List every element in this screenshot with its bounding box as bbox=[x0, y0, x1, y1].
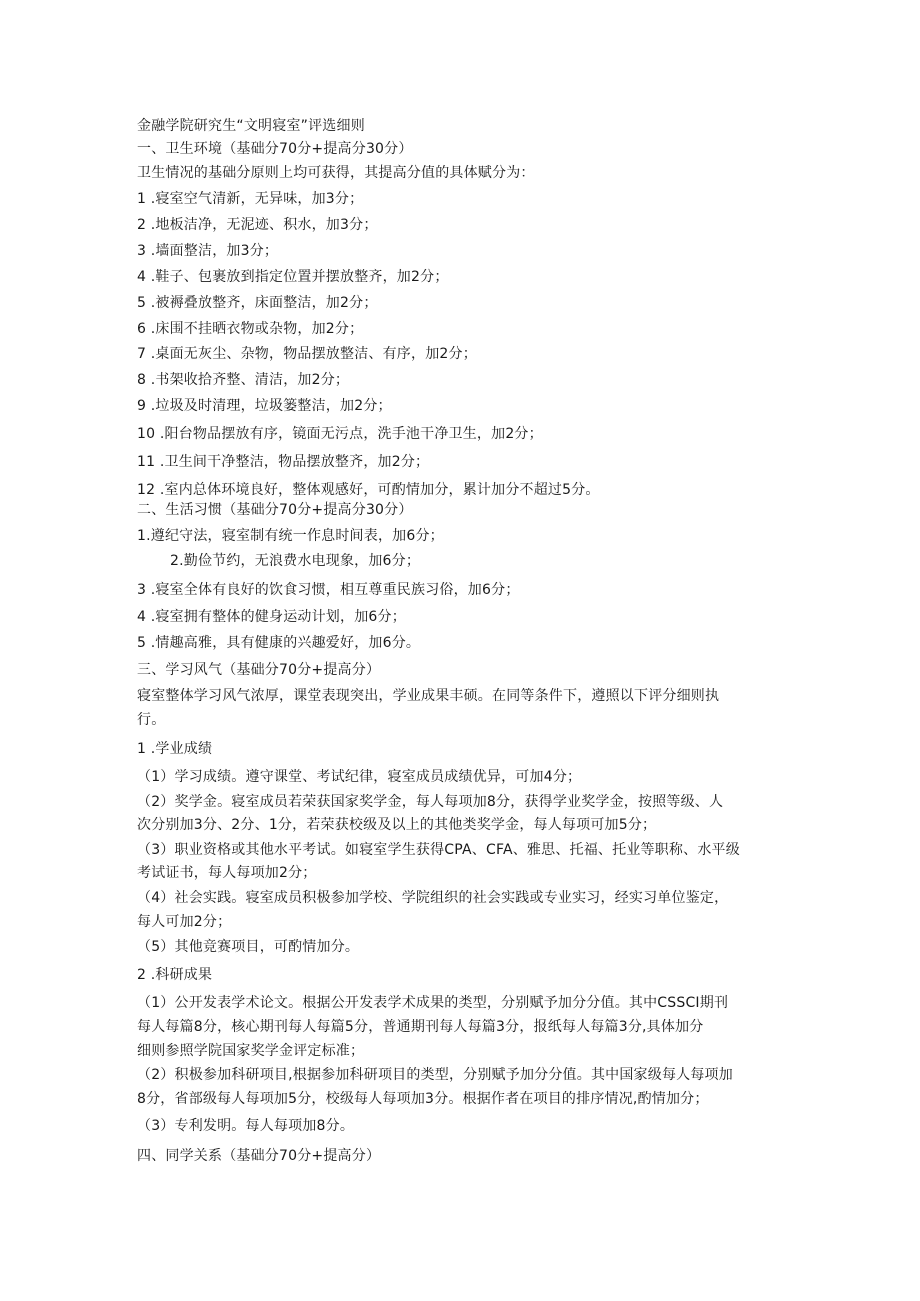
list-item: 7 .桌面无灰尘、杂物，物品摆放整洁、有序，加2分； bbox=[137, 346, 477, 362]
list-item: 10 .阳台物品摆放有序，镜面无污点，洗手池干净卫生，加2分； bbox=[137, 426, 543, 442]
list-item: （3）职业资格或其他水平考试。如寝室学生获得CPA、CFA、雅思、托福、托业等职称、水平级 bbox=[137, 842, 740, 858]
section-heading-study: 三、学习风气（基础分70分+提高分） bbox=[137, 662, 381, 678]
list-item: 次分别加3分、2分、1分，若荣获校级及以上的其他类奖学金，每人每项可加5分； bbox=[137, 817, 657, 833]
list-item: 8 .书架收拾齐整、清洁，加2分； bbox=[137, 372, 350, 388]
subsection-title-grades: 1 .学业成绩 bbox=[137, 741, 213, 757]
list-item: 5 .情趣高雅，具有健康的兴趣爱好，加6分。 bbox=[137, 635, 421, 651]
list-item: （2）积极参加科研项目,根据参加科研项目的类型，分别赋予加分分值。其中国家级每人每项加 bbox=[137, 1067, 733, 1083]
list-item: 2 .地板洁净，无泥迹、积水，加3分； bbox=[137, 217, 378, 233]
list-item: （1）公开发表学术论文。根据公开发表学术成果的类型，分别赋予加分分值。其中CSSCI期刊 bbox=[137, 995, 729, 1011]
list-item: 9 .垃圾及时清理，垃圾篓整洁，加2分； bbox=[137, 398, 392, 414]
list-item: 11 .卫生间干净整洁，物品摆放整齐，加2分； bbox=[137, 454, 430, 470]
list-item: （3）专利发明。每人每项加8分。 bbox=[137, 1118, 355, 1134]
list-item: （1）学习成绩。遵守课堂、考试纪律，寝室成员成绩优异，可加4分； bbox=[137, 769, 582, 785]
list-item: 每人每篇8分，核心期刊每人每篇5分，普通期刊每人每篇3分，报纸每人每篇3分,具体加分 bbox=[137, 1019, 704, 1035]
list-item: （2）奖学金。寝室成员若荣获国家奖学金，每人每项加8分，获得学业奖学金，按照等级、人 bbox=[137, 794, 724, 810]
list-item: 8分，省部级每人每项加5分，校级每人每项加3分。根据作者在项目的排序情况,酌情加分； bbox=[137, 1091, 709, 1107]
section-intro-study-cont: 行。 bbox=[137, 712, 166, 728]
section-heading-habits: 二、生活习惯（基础分70分+提高分30分） bbox=[137, 502, 413, 518]
list-item: 3 .寝室全体有良好的饮食习惯，相互尊重民族习俗，加6分； bbox=[137, 582, 520, 598]
document-title: 金融学院研究生“文明寝室”评选细则 bbox=[137, 118, 365, 134]
list-item: 12 .室内总体环境良好，整体观感好，可酌情加分，累计加分不超过5分。 bbox=[137, 482, 600, 498]
subsection-title-research: 2 .科研成果 bbox=[137, 967, 213, 983]
list-item: （5）其他竞赛项目，可酌情加分。 bbox=[137, 939, 360, 955]
list-item: 4 .寝室拥有整体的健身运动计划，加6分； bbox=[137, 609, 406, 625]
list-item: 1.遵纪守法，寝室制有统一作息时间表，加6分； bbox=[137, 528, 444, 544]
list-item: 每人可加2分； bbox=[137, 914, 232, 930]
list-item: 细则参照学院国家奖学金评定标准； bbox=[137, 1043, 365, 1059]
section-heading-hygiene: 一、卫生环境（基础分70分+提高分30分） bbox=[137, 141, 413, 157]
list-item: 6 .床围不挂晒衣物或杂物，加2分； bbox=[137, 321, 364, 337]
section-intro-study: 寝室整体学习风气浓厚，课堂表现突出，学业成果丰硕。在同等条件下，遵照以下评分细则执 bbox=[137, 688, 720, 704]
section-intro-hygiene: 卫生情况的基础分原则上均可获得，其提高分值的具体赋分为： bbox=[137, 165, 535, 181]
list-item: 1 .寝室空气清新，无异味，加3分； bbox=[137, 191, 364, 207]
list-item: 2.勤俭节约，无浪费水电现象，加6分； bbox=[170, 553, 421, 569]
list-item: 3 .墙面整洁，加3分； bbox=[137, 243, 279, 259]
list-item: 4 .鞋子、包裹放到指定位置并摆放整齐，加2分； bbox=[137, 269, 449, 285]
list-item: 5 .被褥叠放整齐，床面整洁，加2分； bbox=[137, 295, 378, 311]
list-item: （4）社会实践。寝室成员积极参加学校、学院组织的社会实践或专业实习，经实习单位鉴定， bbox=[137, 890, 729, 906]
section-heading-relations: 四、同学关系（基础分70分+提高分） bbox=[137, 1148, 381, 1164]
list-item: 考试证书，每人每项加2分； bbox=[137, 865, 317, 881]
